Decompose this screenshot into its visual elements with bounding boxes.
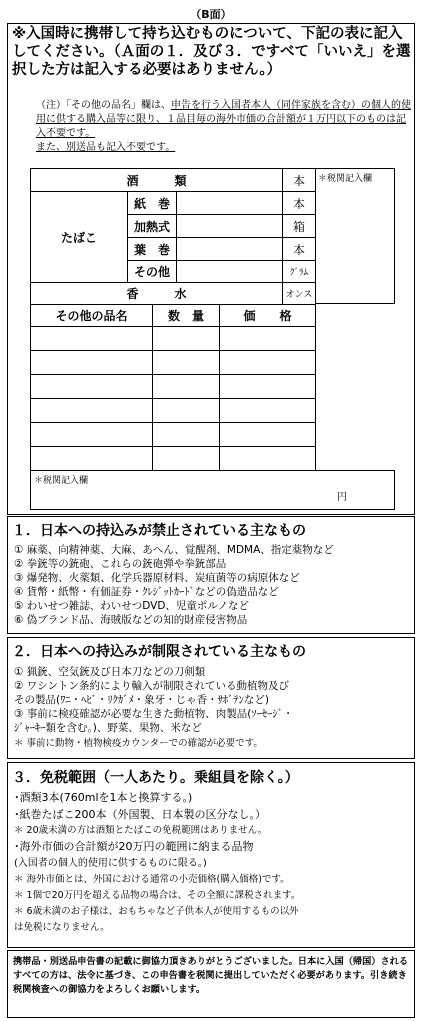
col-price-header: 価 格 bbox=[219, 304, 316, 327]
duty-free-line: は免税になりません。 bbox=[14, 922, 110, 933]
prohibited-line: ④ 貨幣・紙幣・有価証券・ｸﾚｼﾞｯﾄｶｰﾄﾞなどの偽造品など bbox=[14, 586, 279, 598]
face-label: （B面） bbox=[190, 8, 232, 21]
liquor-unit[interactable]: 本 bbox=[282, 168, 316, 192]
other-tobacco-unit: ｸﾞﾗﾑ bbox=[282, 260, 316, 283]
price-cell[interactable] bbox=[219, 350, 316, 375]
price-cell[interactable] bbox=[219, 398, 316, 423]
item-cell[interactable] bbox=[30, 374, 153, 399]
restricted-line: ｼﾞｬｰｷｰ類を含む。)、野菜、果物、米など bbox=[14, 722, 202, 734]
customs-bottom-label: ＊税関記入欄 bbox=[34, 476, 89, 486]
note-middle: の個人的使用に供する購入品等に限り、１品目毎の海外市価の合計額が１万円以下のものは記入不要です。 bbox=[36, 100, 411, 139]
yen-label: 円 bbox=[337, 492, 347, 503]
customs-column: ＊税関記入欄 bbox=[315, 168, 395, 304]
qty-cell[interactable] bbox=[152, 326, 220, 351]
restricted-line: その製品(ﾜﾆ・ﾍﾋﾞ・ﾘｸｶﾞﾒ・象牙・じゃ香・ｻﾎﾞﾃﾝなど) bbox=[14, 694, 269, 706]
qty-cell[interactable] bbox=[152, 350, 220, 375]
duty-free-line: ＊ 20歳未満の方は酒類とたばこの免税範囲はありません。 bbox=[14, 825, 268, 836]
prohibited-line: ② 拳銃等の銃砲、これらの銃砲弾や拳銃部品 bbox=[14, 558, 227, 570]
notice-text: 携帯品・別送品申告書の記載に御協力頂きありがとうございました。日本に入国（帰国）されるすべての方は、法令に基づき、この申告書を税関に提出していただく必要があります。引き続き税関検査への御協力をよろしくお願いします。 bbox=[13, 956, 409, 995]
col-item-header: その他の品名 bbox=[30, 304, 153, 327]
restricted-line: ② ワシントン条約により輸入が制限されている動植物及び bbox=[14, 680, 289, 692]
prohibited-line: ① 麻薬、向精神薬、大麻、あへん、覚醒剤、MDMA、指定薬物など bbox=[14, 544, 334, 556]
item-cell[interactable] bbox=[30, 446, 153, 471]
cigars-input[interactable] bbox=[176, 237, 283, 261]
item-cell[interactable] bbox=[30, 398, 153, 423]
section-restricted-title: ２．日本への持込みが制限されている主なもの bbox=[12, 644, 306, 660]
cigarettes-unit: 本 bbox=[282, 191, 316, 215]
note-last: また、別送品も記入不要です。 bbox=[36, 142, 176, 153]
cigars-label: 葉 巻 bbox=[127, 237, 177, 261]
restricted-line: ① 猟銃、空気銃及び日本刀などの刀剣類 bbox=[14, 666, 206, 678]
qty-cell[interactable] bbox=[152, 374, 220, 399]
cigars-unit: 本 bbox=[282, 237, 316, 261]
other-tobacco-label: その他 bbox=[127, 260, 177, 283]
prohibited-line: ⑥ 偽ブランド品、海賊版などの知的財産侵害物品 bbox=[14, 614, 248, 626]
qty-cell[interactable] bbox=[152, 398, 220, 423]
item-cell[interactable] bbox=[30, 326, 153, 351]
liquor-label: 酒 類 bbox=[30, 168, 283, 192]
perfume-label: 香 水 bbox=[30, 282, 283, 305]
prohibited-line: ⑤ わいせつ雑誌、わいせつDVD、児童ポルノなど bbox=[14, 600, 249, 612]
duty-free-line: ＊ 1個で20万円を超える品物の場合は、その全額に課税されます。 bbox=[14, 890, 301, 901]
restricted-line: ③ 事前に検疫確認が必要な生きた動植物、肉製品(ｿｰｾｰｼﾞ・ bbox=[14, 708, 294, 720]
price-cell[interactable] bbox=[219, 422, 316, 447]
heated-unit: 箱 bbox=[282, 214, 316, 238]
price-cell[interactable] bbox=[219, 374, 316, 399]
item-cell[interactable] bbox=[30, 350, 153, 375]
duty-free-line: ･紙巻たばこ200本（外国製、日本製の区分なし。） bbox=[14, 808, 266, 821]
note-underlined: 申告を行う入国者本人（同伴家族を含む） bbox=[171, 100, 361, 111]
duty-free-line: (入国者の個人的使用に供するものに限る。) bbox=[14, 858, 207, 869]
cigarettes-input[interactable] bbox=[176, 191, 283, 215]
perfume-unit: オンス bbox=[282, 282, 316, 305]
note-prefix: （注）「その他の品名」欄は、 bbox=[36, 100, 171, 111]
qty-cell[interactable] bbox=[152, 446, 220, 471]
price-cell[interactable] bbox=[219, 326, 316, 351]
duty-free-line: ＊ 6歳未満のお子様は、おもちゃなど子供本人が使用するもの以外 bbox=[14, 906, 299, 917]
item-cell[interactable] bbox=[30, 422, 153, 447]
qty-cell[interactable] bbox=[152, 422, 220, 447]
cigarettes-label: 紙 巻 bbox=[127, 191, 177, 215]
heated-label: 加熱式 bbox=[127, 214, 177, 238]
declaration-note bbox=[36, 99, 412, 155]
prohibited-line: ③ 爆発物、火薬類、化学兵器原材料、炭疽菌等の病原体など bbox=[14, 572, 300, 584]
section-prohibited-title: １．日本への持込みが禁止されている主なもの bbox=[12, 523, 306, 539]
duty-free-line: ＊ 海外市価とは、外国における通常の小売価格(購入価格)です。 bbox=[14, 874, 290, 885]
duty-free-line: ･海外市価の合計額が20万円の範囲に納まる品物 bbox=[14, 840, 254, 853]
heated-input[interactable] bbox=[176, 214, 283, 238]
other-tobacco-input[interactable] bbox=[176, 260, 283, 283]
price-cell[interactable] bbox=[219, 446, 316, 471]
col-qty-header: 数 量 bbox=[152, 304, 220, 327]
declaration-heading: ※入国時に携帯して持ち込むものについて、下記の表に記入してください。（Ａ面の１．及び３．ですべて「いいえ」を選択した方は記入する必要はありません。） bbox=[12, 26, 411, 78]
duty-free-line: ･酒類3本(760mlを1本と換算する。) bbox=[14, 791, 193, 804]
restricted-line: ＊ 事前に動物・植物検疫カウンターでの確認が必要です。 bbox=[14, 738, 263, 749]
section-duty-free-title: ３．免税範囲（一人あたり。乗組員を除く。） bbox=[12, 770, 299, 786]
tobacco-label: たばこ bbox=[30, 191, 128, 283]
